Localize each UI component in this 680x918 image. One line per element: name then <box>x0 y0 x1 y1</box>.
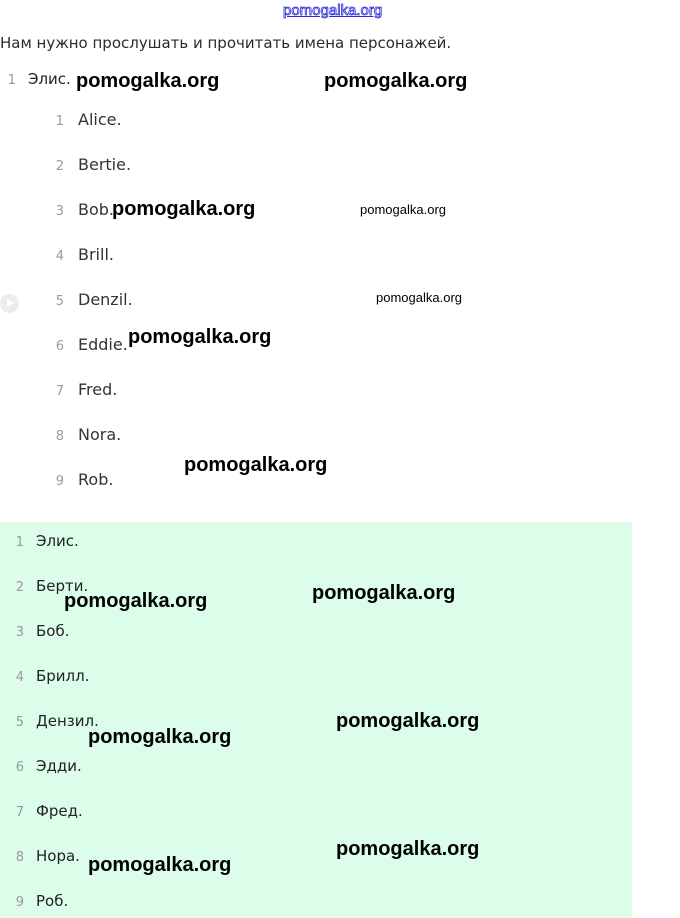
item-number: 9 <box>15 895 24 910</box>
list-item <box>48 245 348 264</box>
watermark: pomogalka.org <box>128 326 272 348</box>
watermark: pomogalka.org <box>336 710 480 732</box>
item-number: 5 <box>15 715 24 730</box>
name-text: Дензил. <box>36 712 99 730</box>
item-number: 4 <box>55 249 64 264</box>
list-item <box>48 110 348 129</box>
item-number: 2 <box>15 580 24 595</box>
name-text: Брилл. <box>36 667 90 685</box>
list-item <box>0 532 79 550</box>
list-item <box>0 757 82 775</box>
item-number: 3 <box>55 204 64 219</box>
item-text: Элис. <box>28 70 71 88</box>
item-number: 8 <box>15 850 24 865</box>
name-text: Denzil. <box>78 290 133 309</box>
name-text: Эдди. <box>36 757 82 775</box>
watermark: pomogalka.org <box>88 854 232 876</box>
name-text: Alice. <box>78 110 122 129</box>
name-text: Brill. <box>78 245 114 264</box>
name-text: Eddie. <box>78 335 128 354</box>
watermark: pomogalka.org <box>184 454 328 476</box>
name-text: Боб. <box>36 622 70 640</box>
watermark: pomogalka.org <box>312 582 456 604</box>
task-text: Нам нужно прослушать и прочитать имена персонажей. <box>0 34 452 52</box>
list-item <box>48 290 348 309</box>
watermark: pomogalka.org <box>112 198 256 220</box>
item-number: 1 <box>55 114 64 129</box>
name-text: Bob. <box>78 200 115 219</box>
watermark: pomogalka.org <box>64 590 208 612</box>
list-item <box>0 712 99 730</box>
watermark: pomogalka.org <box>376 290 462 305</box>
list-item <box>0 667 90 685</box>
watermark: pomogalka.org <box>336 838 480 860</box>
list-item <box>48 380 348 399</box>
watermark: pomogalka.org <box>76 70 220 92</box>
name-text: Fred. <box>78 380 118 399</box>
item-number: 1 <box>7 73 16 88</box>
name-text: Rob. <box>78 470 114 489</box>
site-link[interactable]: pomogalka.org <box>283 2 383 19</box>
name-text: Nora. <box>78 425 122 444</box>
item-number: 1 <box>15 535 24 550</box>
item-number: 4 <box>15 670 24 685</box>
item-number: 2 <box>55 159 64 174</box>
watermark: pomogalka.org <box>88 726 232 748</box>
watermark: pomogalka.org <box>324 70 468 92</box>
item-number: 5 <box>55 294 64 309</box>
item-number: 6 <box>55 339 64 354</box>
name-text: Роб. <box>36 892 69 910</box>
list-item <box>48 425 348 444</box>
watermark: pomogalka.org <box>360 202 446 217</box>
name-text: Элис. <box>36 532 79 550</box>
list-item <box>0 892 68 910</box>
name-text: Фред. <box>36 802 83 820</box>
list-item <box>0 847 80 865</box>
item-number: 9 <box>55 474 64 489</box>
item-number: 6 <box>15 760 24 775</box>
name-text: Bertie. <box>78 155 132 174</box>
list-item <box>0 622 70 640</box>
list-item <box>48 155 348 174</box>
item-number: 7 <box>15 805 24 820</box>
name-text: Нора. <box>36 847 80 865</box>
item-number: 3 <box>15 625 24 640</box>
list-item <box>0 802 83 820</box>
outer-list-item <box>0 70 71 88</box>
item-number: 7 <box>55 384 64 399</box>
name-text: Берти. <box>36 577 89 595</box>
play-icon[interactable] <box>0 294 19 313</box>
item-number: 8 <box>55 429 64 444</box>
